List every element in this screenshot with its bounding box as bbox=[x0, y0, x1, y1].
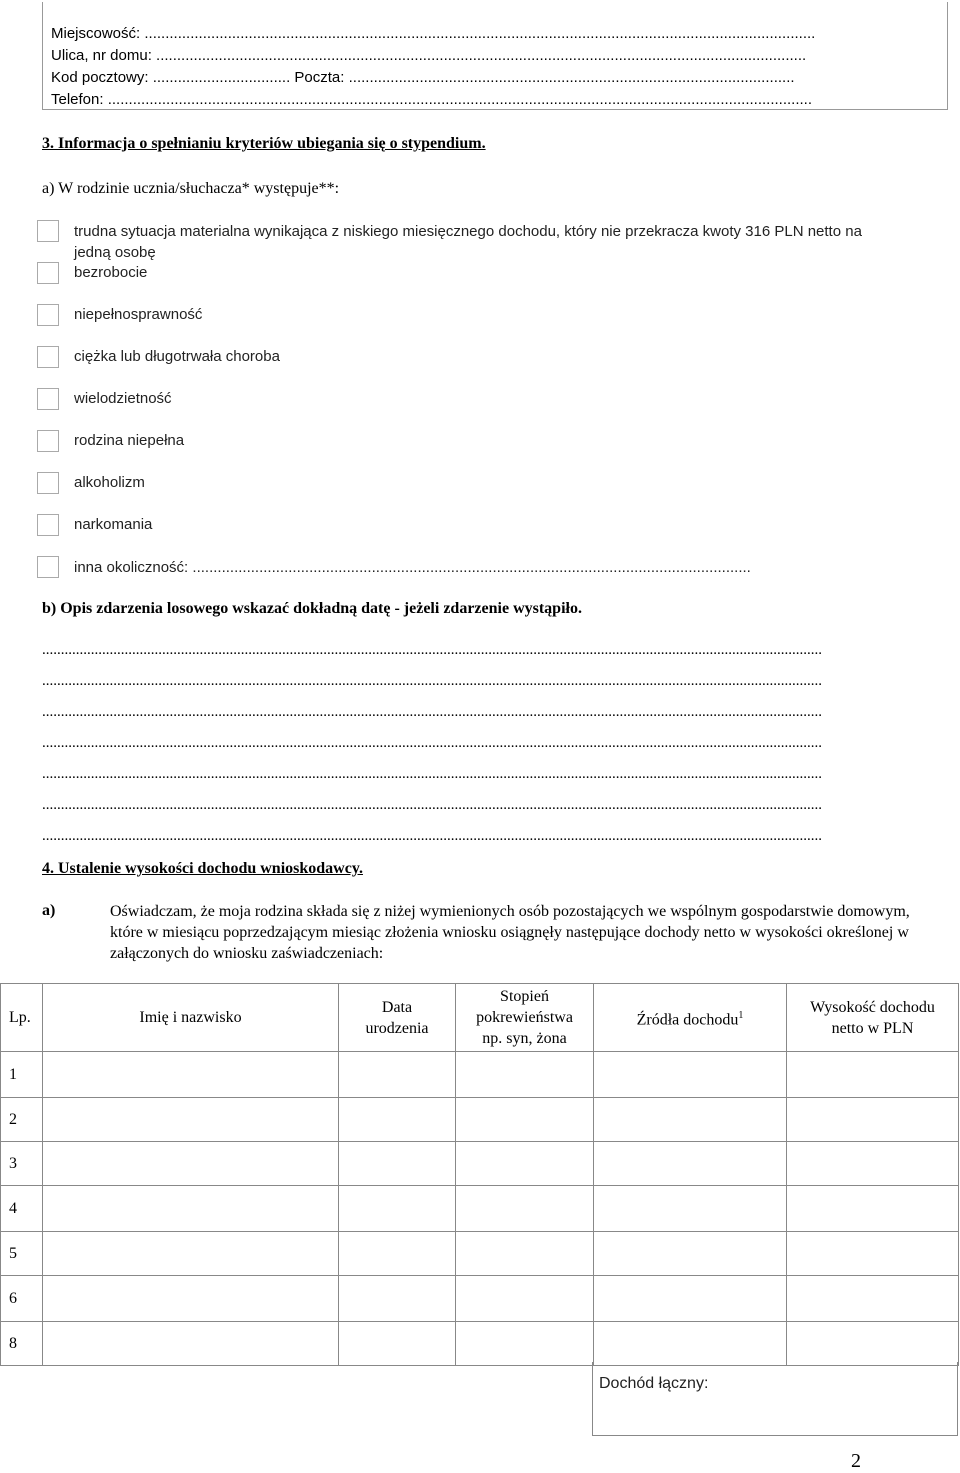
cell-dob[interactable] bbox=[339, 1232, 456, 1276]
cell-amount[interactable] bbox=[787, 1142, 959, 1186]
section3-a-label: a) W rodzinie ucznia/słuchacza* występuje**: bbox=[42, 180, 340, 197]
header-amount-line2: netto w PLN bbox=[831, 1019, 914, 1037]
income-statement: Oświadczam, że moja rodzina składa się z niżej wymienionych osób pozostających we wspólnym gospodarstwie domowym, które w miesiącu poprzedzającym miesiąc złożenia wniosku osiągnęły następujące dochody netto w wysokości określonej w załączonych do wniosku zaświadczeniach: bbox=[110, 903, 910, 962]
cell-source[interactable] bbox=[594, 1098, 787, 1142]
description-line[interactable]: ................................................................................................................................................................................................................ bbox=[42, 766, 822, 782]
income-table bbox=[0, 983, 959, 1366]
header-amount bbox=[787, 984, 959, 1052]
row-number: 5 bbox=[1, 1232, 43, 1276]
row-number: 8 bbox=[1, 1322, 43, 1366]
cell-relation[interactable] bbox=[456, 1186, 594, 1232]
table-row bbox=[1, 1142, 959, 1186]
section4-heading: 4. Ustalenie wysokości dochodu wnioskodawcy. bbox=[42, 860, 363, 877]
cell-amount[interactable] bbox=[787, 1052, 959, 1098]
checkbox-alcoholism[interactable] bbox=[37, 472, 59, 494]
cell-dob[interactable] bbox=[339, 1186, 456, 1232]
total-income-box[interactable] bbox=[592, 1362, 958, 1436]
checkbox-single-parent[interactable] bbox=[37, 430, 59, 452]
checkbox-large-family[interactable] bbox=[37, 388, 59, 410]
cell-dob[interactable] bbox=[339, 1142, 456, 1186]
address-box bbox=[42, 2, 948, 110]
checkbox-other[interactable] bbox=[37, 556, 59, 578]
header-lp: Lp. bbox=[1, 984, 43, 1052]
option-disability: niepełnosprawność bbox=[74, 306, 203, 323]
address-phone-line[interactable]: Telefon: ......................................................................................................................................................................... bbox=[51, 91, 813, 108]
row-number: 4 bbox=[1, 1186, 43, 1232]
table-row bbox=[1, 1098, 959, 1142]
checkbox-disability[interactable] bbox=[37, 304, 59, 326]
header-dob bbox=[339, 984, 456, 1052]
description-line[interactable]: ................................................................................................................................................................................................................ bbox=[42, 735, 822, 751]
cell-amount[interactable] bbox=[787, 1186, 959, 1232]
header-relation-line2: pokrewieństwa bbox=[476, 1009, 573, 1026]
cell-relation[interactable] bbox=[456, 1232, 594, 1276]
cell-source[interactable] bbox=[594, 1142, 787, 1186]
cell-dob[interactable] bbox=[339, 1276, 456, 1322]
page-number: 2 bbox=[851, 1450, 861, 1472]
footnote-marker: 1 bbox=[738, 1009, 744, 1021]
table-row bbox=[1, 1232, 959, 1276]
header-relation-line3: np. syn, żona bbox=[482, 1030, 567, 1047]
cell-amount[interactable] bbox=[787, 1276, 959, 1322]
table-row bbox=[1, 1186, 959, 1232]
row-number: 1 bbox=[1, 1052, 43, 1098]
cell-name[interactable] bbox=[43, 1186, 339, 1232]
option-low-income: trudna sytuacja materialna wynikająca z niskiego miesięcznego dochodu, który nie przekracza kwoty 316 PLN netto na jedną osobę bbox=[74, 223, 862, 261]
header-amount-line1: Wysokość dochodu bbox=[810, 998, 935, 1016]
cell-name[interactable] bbox=[43, 1232, 339, 1276]
description-line[interactable]: ................................................................................................................................................................................................................ bbox=[42, 642, 822, 658]
table-row bbox=[1, 1052, 959, 1098]
option-unemployment: bezrobocie bbox=[74, 264, 148, 281]
cell-relation[interactable] bbox=[456, 1098, 594, 1142]
option-single-parent: rodzina niepełna bbox=[74, 432, 185, 449]
header-income-source-text: Źródła dochodu bbox=[636, 1011, 739, 1029]
row-number: 6 bbox=[1, 1276, 43, 1322]
header-relation bbox=[456, 984, 594, 1052]
address-postal-line[interactable]: Kod pocztowy: ................................. Poczta: ........................................................................................................... bbox=[51, 69, 795, 86]
section4-a-marker: a) bbox=[42, 902, 56, 919]
cell-amount[interactable] bbox=[787, 1232, 959, 1276]
cell-dob[interactable] bbox=[339, 1098, 456, 1142]
header-income-source bbox=[594, 984, 787, 1052]
description-line[interactable]: ................................................................................................................................................................................................................ bbox=[42, 797, 822, 813]
table-header-row bbox=[1, 984, 959, 1052]
cell-source[interactable] bbox=[594, 1052, 787, 1098]
option-alcoholism: alkoholizm bbox=[74, 474, 145, 491]
description-line[interactable]: ................................................................................................................................................................................................................ bbox=[42, 673, 822, 689]
total-income-label: Dochód łączny: bbox=[599, 1375, 709, 1392]
cell-relation[interactable] bbox=[456, 1276, 594, 1322]
header-relation-line1: Stopień bbox=[500, 988, 549, 1005]
option-drug-addiction: narkomania bbox=[74, 516, 153, 533]
cell-name[interactable] bbox=[43, 1052, 339, 1098]
cell-amount[interactable] bbox=[787, 1098, 959, 1142]
row-number: 2 bbox=[1, 1098, 43, 1142]
table-row bbox=[1, 1322, 959, 1366]
cell-source[interactable] bbox=[594, 1232, 787, 1276]
row-number: 3 bbox=[1, 1142, 43, 1186]
cell-name[interactable] bbox=[43, 1322, 339, 1366]
option-illness: ciężka lub długotrwała choroba bbox=[74, 348, 280, 365]
checkbox-unemployment[interactable] bbox=[37, 262, 59, 284]
address-city-line[interactable]: Miejscowość: ................................................................................................................................................................. bbox=[51, 25, 816, 42]
address-street-line[interactable]: Ulica, nr domu: ............................................................................................................................................................ bbox=[51, 47, 807, 64]
section3-b-text: b) Opis zdarzenia losowego wskazać dokładną datę - jeżeli zdarzenie wystąpiło. bbox=[42, 600, 582, 617]
header-dob-line2: urodzenia bbox=[365, 1019, 429, 1037]
section3-b-label bbox=[42, 600, 582, 618]
checkbox-low-income[interactable] bbox=[37, 220, 59, 242]
cell-relation[interactable] bbox=[456, 1142, 594, 1186]
section3-heading: 3. Informacja o spełnianiu kryteriów ubiegania się o stypendium. bbox=[42, 135, 486, 152]
cell-name[interactable] bbox=[43, 1098, 339, 1142]
cell-dob[interactable] bbox=[339, 1322, 456, 1366]
description-line[interactable]: ................................................................................................................................................................................................................ bbox=[42, 704, 822, 720]
table-row bbox=[1, 1276, 959, 1322]
cell-dob[interactable] bbox=[339, 1052, 456, 1098]
cell-source[interactable] bbox=[594, 1276, 787, 1322]
option-large-family: wielodzietność bbox=[74, 390, 172, 407]
checkbox-drug-addiction[interactable] bbox=[37, 514, 59, 536]
description-line[interactable]: ................................................................................................................................................................................................................ bbox=[42, 828, 822, 844]
cell-name[interactable] bbox=[43, 1276, 339, 1322]
option-other[interactable]: inna okoliczność: ...................................................................................................................................... bbox=[74, 559, 751, 576]
header-dob-line1: Data bbox=[381, 998, 413, 1016]
cell-relation[interactable] bbox=[456, 1052, 594, 1098]
cell-name[interactable] bbox=[43, 1142, 339, 1186]
cell-relation[interactable] bbox=[456, 1322, 594, 1366]
header-name: Imię i nazwisko bbox=[43, 984, 339, 1052]
cell-source[interactable] bbox=[594, 1322, 787, 1366]
checkbox-illness[interactable] bbox=[37, 346, 59, 368]
cell-source[interactable] bbox=[594, 1186, 787, 1232]
cell-amount[interactable] bbox=[787, 1322, 959, 1366]
